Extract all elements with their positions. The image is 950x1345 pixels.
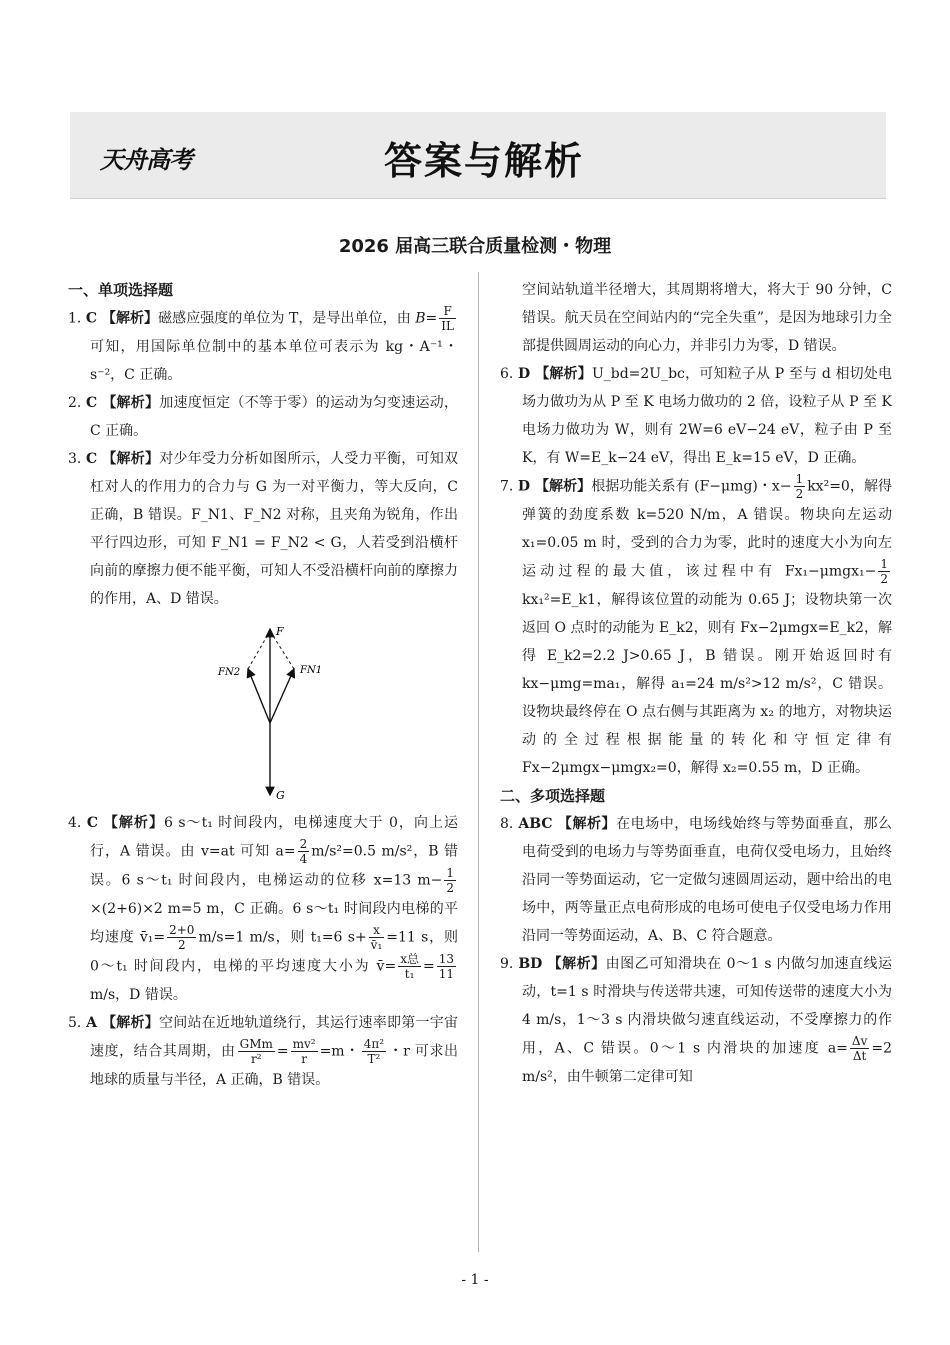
answer-5-continued [500,276,892,360]
fraction: $\frac{2+0}{2}$ [169,923,195,952]
left-column [68,276,458,1094]
answer-number: 7. [500,478,514,495]
answer-text: 对少年受力分析如图所示，人受力平衡，可知双杠对人的作用力的合力与 G 为一对平衡力，等大反向，C 正确，B 错误。F_N1、F_N2 对称，且夹角为锐角，作出平行四边形，可知 F_N1 = F_N2 < G，人若受到沿横杆向前的摩擦力便不能平衡，可知人不受沿横杆向前的摩擦力的作用，A、D 错误。 [90,451,458,607]
answer-3 [68,445,458,613]
answer-text: m/s²=0.5 m/s²，B 错误。6 s～t₁ 时间段内，电梯运动的位移 x=13 m− [90,843,458,889]
answer-number: 4. [68,815,82,831]
header-title: 答案与解析 [384,139,585,183]
answer-tag: C 【解析】 [86,451,160,467]
answer-5 [68,1009,458,1094]
answer-text: = [276,1043,289,1060]
force-fn2-arrow [248,669,270,723]
fraction: $\frac{1}{2}$ [446,866,454,895]
answer-number: 1. [68,310,82,327]
answer-text: =m・ [319,1043,360,1060]
section-heading-multi-choice: 二、多项选择题 [500,787,606,805]
answer-6 [500,360,892,472]
answer-text: 磁感应强度的单位为 T，是导出单位，由 [158,310,411,327]
force-fn1-arrow [270,669,294,723]
answer-number: 3. [68,451,82,467]
answer-text: 加速度恒定（不等于零）的运动为匀变速运动，C 正确。 [90,395,458,439]
answer-tag: A 【解析】 [86,1015,160,1031]
answer-tag: C 【解析】 [85,310,159,327]
answer-text: m/s，D 错误。 [90,987,187,1003]
section-heading-single-choice: 一、单项选择题 [68,281,174,299]
answer-text: 空间站在近地轨道绕行，其运行速率即第一宇宙速度，结合其周期，由 [90,1015,458,1060]
header-banner [70,112,886,199]
label-f: F [276,625,284,638]
fraction: $\frac{1}{2}$ [795,472,804,501]
answer-9 [500,950,892,1091]
fraction: $\frac{13}{11}$ [438,952,454,981]
brand-logo: 天舟高考 [100,146,192,174]
answer-text: 由图乙可知滑块在 0～1 s 内做匀加速直线运动，t=1 s 时滑块与传送带共速，可知传送带的速度大小为 4 m/s，1～3 s 内滑块做匀速直线运动，不受摩擦力的作用，A、C 错误。0～1 s 内滑块的加速度 a= [522,956,892,1057]
answer-tag: D 【解析】 [517,478,592,495]
answer-text-continued-left: ・r 可求出地球的质量与半径，A 正确，B 错误。 [90,1043,459,1088]
answer-8 [500,810,892,950]
answer-text: 可知，用国际单位制中的基本单位可表示为 [90,339,380,355]
parallelogram-dashed-left [248,631,270,669]
answer-number: 5. [68,1015,82,1031]
answer-tag: BD 【解析】 [518,956,606,972]
answer-text: 根据功能关系有 (F−μmg)・x− [591,478,792,495]
answer-2 [68,389,458,445]
answer-text: =2 m/s²，由牛顿第二定律可知 [522,1040,892,1085]
answer-1 [68,304,458,389]
fraction: $\frac{\text{GMm}}{\text{r²}}$ [239,1037,273,1066]
force-diagram [188,623,348,803]
label-fn2: FN2 [218,667,241,678]
column-divider [478,272,479,1252]
right-column [500,276,892,1091]
answer-text: 在电场中，电场线始终与等势面垂直，那么电荷受到的电场力与等势面垂直，电荷仅受电场力，且始终沿同一等势面运动，它一定做匀速圆周运动，题中给出的电场中，两等量正点电荷形成的电场可使电子仅受电场力作用沿同一等势面运动，A、B、C 符合题意。 [522,816,893,944]
fraction: $\frac{x}{\text{v̄₁}}$ [370,923,383,952]
answer-text: U_bd=2U_bc，可知粒子从 P 至与 d 相切处电场力做功为从 P 至 K 电场力做功的 2 倍，设粒子从 P 至 K 电场力做功为 W，则有 2W=6 eV−24 eV，粒子由 P 至 K，有 W=E_k−24 eV，得出 E_k=15 eV，D 正确。 [522,366,893,466]
fraction: $\frac{2}{4}$ [299,837,308,866]
answer-tag: C 【解析】 [86,395,160,411]
answer-number: 2. [68,395,82,411]
document-title: 2026 届高三联合质量检测・物理 [338,236,612,257]
answer-text: kx²=0，解得弹簧的劲度系数 k=520 N/m，A 错误。物块向左运动 x₁=0.05 m 时，受到的合力为零，此时的速度大小为向左运动过程的最大值，该过程中有 Fx₁−μmgx₁− [522,478,893,580]
answer-text: kx₁²=E_k1，解得该位置的动能为 0.65 J；设物块第一次返回 O 点时的动能为 E_k2，则有 Fx−2μmgx=E_k2，解得 E_k2=2.2 J>0.65 J，B 错误。刚开始返回时有 kx−μmg=ma₁，解得 a₁=24 m/s²>12 m/s²，C 错误。设物块最终停在 O 点右侧与其距离为 x₂ 的地方，对物块运动的全过程根据能量的转化和守恒定律有 Fx−2μmgx−μmgx₂=0，解得 x₂=0.55 m，D 正确。 [522,592,892,776]
answer-tag: C 【解析】 [86,815,164,831]
answer-tag: D 【解析】 [518,366,592,382]
label-fn1: FN1 [300,665,323,676]
answer-text: ×(2+6)×2 m=5 m，C 正确。6 s～t₁ 时间段内电梯的平均速度 v̄₁= [90,901,458,946]
fraction: $\frac{\text{x总}}{\text{t₁}}$ [400,952,419,981]
fraction: $\frac{\Delta v}{\Delta t}$ [851,1034,868,1063]
page-number: - 1 - [461,1272,489,1288]
answer-number: 6. [500,366,514,382]
answer-tag: ABC 【解析】 [518,816,617,832]
answer-text: m/s=1 m/s，则 t₁=6 s+ [198,929,367,946]
answer-text: 6 s～t₁ 时间段内，电梯速度大于 0，向上运行，A 错误。由 v=at 可知 a= [90,815,458,860]
formula-text: B= [415,310,438,327]
fraction: $\frac{1}{2}$ [880,557,888,586]
answer-7 [500,472,892,782]
fraction: $\frac{\text{mv²}}{r}$ [292,1037,316,1066]
fraction: $\frac{F}{IL}$ [441,304,454,333]
label-g: G [276,789,285,802]
answer-number: 8. [500,816,514,832]
answer-4 [68,809,458,1009]
answer-text: 空间站轨道半径增大，其周期将增大，将大于 90 分钟，C 错误。航天员在空间站内的“完全失重”，是因为地球引力全部提供圆周运动的向心力，并非引力为零，D 错误。 [522,282,892,354]
answer-number: 9. [500,956,514,972]
answer-text: = [422,958,435,975]
answer-text: kg・A⁻¹・s⁻²，C 正确。 [90,339,459,383]
answer-text: =11 s，则 0～t₁ 时间段内，电梯的平均速度大小为 v̄= [90,929,458,975]
fraction: $\frac{\text{4π²}}{\text{T²}}$ [363,1037,385,1066]
